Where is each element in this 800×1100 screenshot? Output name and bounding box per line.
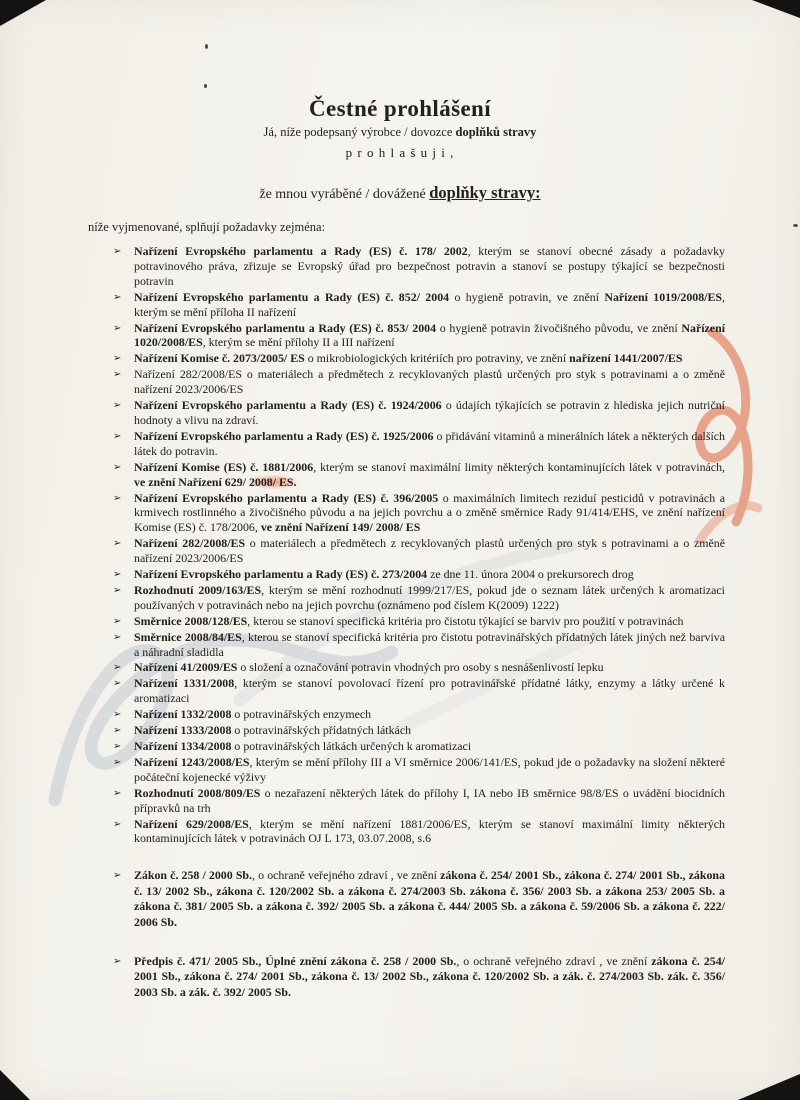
item-text: Nařízení Evropského parlamentu a Rady (ES) č. 1925/2006 o přidávání vitaminů a minerálních látek a některých dalších látek do potravin.	[134, 428, 725, 458]
arrow-bullet-icon: ➢	[113, 678, 122, 690]
item-text: Nařízení 1332/2008 o potravinářských enzymech	[134, 707, 372, 722]
item-text: Nařízení Komise (ES) č. 1881/2006, kterým se stanoví maximální limity některých kontaminujících látek v potravinách, ve znění Nařízení 629/ 2008/ ES.	[134, 459, 725, 489]
list-item	[113, 567, 725, 582]
list-item	[113, 660, 725, 675]
item-text: Nařízení Evropského parlamentu a Rady (ES) č. 273/2004 ze dne 11. února 2004 o prekursorech drog	[134, 567, 634, 582]
item-text: Rozhodnutí 2009/163/ES, kterým se mění rozhodnutí 1999/217/ES, pokud jde o seznam látek určených k aromatizaci používaných v potravinách nebo na jejich povrchu (oznámeno pod číslem K(2009) 1222)	[134, 582, 725, 612]
list-item	[113, 723, 725, 738]
list-item	[113, 786, 725, 816]
list-item	[113, 868, 725, 930]
arrow-bullet-icon: ➢	[113, 662, 122, 674]
item-text: Nařízení 1331/2008, kterým se stanoví povolovací řízení pro potravinářské přídatné látky, enzymy a látky určené k aromatizaci	[134, 676, 725, 706]
arrow-bullet-icon: ➢	[113, 492, 122, 504]
pronounce-line: p r o h l a š u j i ,	[345, 145, 455, 160]
arrow-bullet-icon: ➢	[113, 870, 122, 882]
item-text: Nařízení 1333/2008 o potravinářských přídatných látkách	[134, 723, 412, 738]
law-list	[0, 868, 800, 1000]
item-text: Nařízení 282/2008/ES o materiálech a předmětech z recyklovaných plastů určených pro styk s potravinami a o změně nařízení 2023/2006/ES	[134, 536, 725, 566]
item-text: Nařízení Evropského parlamentu a Rady (ES) č. 1924/2006 o údajích týkajících se potravin z hlediska jejich nutriční hodnoty a vlivu na zdraví.	[134, 398, 725, 427]
arrow-bullet-icon: ➢	[113, 631, 122, 643]
intro-bold-phrase: doplňků stravy	[455, 125, 537, 139]
list-item	[113, 676, 725, 706]
arrow-bullet-icon: ➢	[113, 538, 122, 550]
item-text: Směrnice 2008/128/ES, kterou se stanoví specifická kritéria pro čistotu týkající se barviv pro použití v potravinách	[134, 613, 684, 628]
list-item	[113, 321, 725, 351]
list-item	[113, 954, 725, 1000]
arrow-bullet-icon: ➢	[113, 615, 122, 627]
arrow-bullet-icon: ➢	[113, 787, 122, 799]
item-text: Nařízení 41/2009/ES o složení a označování potravin vhodných pro osoby s nesnášenlivostí lepku	[134, 660, 604, 675]
scan-corner-artifact-bottom-left	[0, 1070, 30, 1100]
list-item	[113, 755, 725, 785]
intro-line	[0, 125, 800, 140]
arrow-bullet-icon: ➢	[113, 291, 122, 303]
list-item	[113, 367, 725, 397]
arrow-bullet-icon: ➢	[113, 369, 122, 381]
item-text: Nařízení Komise č. 2073/2005/ ES o mikrobiologických kritériích pro potraviny, ve znění nařízení 1441/2007/ES	[134, 351, 683, 366]
arrow-bullet-icon: ➢	[113, 709, 122, 721]
list-item	[113, 351, 725, 366]
list-item	[113, 817, 725, 847]
arrow-bullet-icon: ➢	[113, 756, 122, 768]
item-text: Nařízení 282/2008/ES o materiálech a předmětech z recyklovaných plastů určených pro styk s potravinami a o změně nařízení 2023/2006/ES	[134, 367, 725, 397]
arrow-bullet-icon: ➢	[113, 400, 122, 412]
item-text: Zákon č. 258 / 2000 Sb., o ochraně veřejného zdraví , ve znění zákona č. 254/ 2001 Sb., zákona č. 274/ 2001 Sb., zákona č. 13/ 2002 Sb., zákona č. 120/2002 Sb. a zákona č. 274/2003 Sb. zákona č. 356/ 2003 Sb. a zákona 253/ 2005 Sb. a zákona č. 381/ 2005 Sb. a zákona č. 392/ 2005 Sb. a zákona č. 444/ 2005 Sb. a zákona č. 59/2006 Sb. a zákona č. 222/ 2006 Sb.	[134, 868, 725, 929]
arrow-bullet-icon: ➢	[113, 818, 122, 830]
item-text: Směrnice 2008/84/ES, kterou se stanoví specifická kritéria pro čistotu potravinářských přídatných látek jiných než barviva a náhradní sladidla	[134, 629, 725, 659]
declaration-line	[0, 183, 800, 203]
arrow-bullet-icon: ➢	[113, 322, 122, 334]
arrow-bullet-icon: ➢	[113, 725, 122, 737]
item-text: Nařízení 1334/2008 o potravinářských látkách určených k aromatizaci	[134, 739, 472, 753]
item-text: Nařízení Evropského parlamentu a Rady (ES) č. 178/ 2002, kterým se stanoví obecné zásady a požadavky potravinového práva, zřizuje se Evropský úřad pro bezpečnost potravin a stanoví se postupy týkající se bezpečnosti potravin	[134, 244, 725, 288]
scan-speck	[793, 224, 798, 227]
list-item	[113, 429, 725, 459]
arrow-bullet-icon: ➢	[113, 353, 122, 365]
list-item	[113, 244, 725, 289]
list-item	[113, 398, 725, 428]
regulation-list	[0, 244, 800, 846]
list-item	[113, 491, 725, 536]
list-intro: níže vyjmenované, splňují požadavky zejména:	[88, 220, 326, 234]
arrow-bullet-icon: ➢	[113, 741, 122, 752]
list-item	[113, 739, 725, 754]
scan-speck	[204, 84, 207, 88]
scan-corner-artifact-bottom-right	[738, 1074, 800, 1100]
list-item	[113, 460, 725, 490]
item-text: Rozhodnutí 2008/809/ES o nezařazení některých látek do přílohy I, IA nebo IB směrnice 98/8/ES o uvádění biocidních přípravků na trh	[134, 785, 725, 815]
item-text: Předpis č. 471/ 2005 Sb., Úplné znění zákona č. 258 / 2000 Sb., o ochraně veřejného zdraví , ve znění zákona č. 254/ 2001 Sb., zákona č. 274/ 2001 Sb., zákona č. 13/ 2002 Sb., zákona č. 120/2002 Sb. a zák. č. 274/2003 Sb. zák. č. 356/ 2003 Sb. a zák. č. 392/ 2005 Sb.	[134, 953, 725, 999]
item-text: Nařízení Evropského parlamentu a Rady (ES) č. 852/ 2004 o hygieně potravin, ve znění Nařízení 1019/2008/ES, kterým se mění příloha II nařízení	[134, 289, 725, 319]
list-item	[113, 290, 725, 320]
item-text: Nařízení Evropského parlamentu a Rady (ES) č. 396/2005 o maximálních limitech reziduí pesticidů v potravinách a krmivech rostlinného a živočišného původu a na jejich povrchu a o změně směrnice Rady 91/414/EHS, ve znění nařízení Komise (ES) č. 178/2006, ve znění Nařízení 149/ 2008/ ES	[134, 490, 725, 535]
document-header	[0, 0, 800, 203]
arrow-bullet-icon: ➢	[113, 569, 122, 581]
declare-bold-phrase: doplňky stravy:	[429, 183, 541, 202]
list-item	[113, 630, 725, 660]
item-text: Nařízení Evropského parlamentu a Rady (ES) č. 853/ 2004 o hygieně potravin živočišného původu, ve znění Nařízení 1020/2008/ES, kterým se mění přílohy II a III nařízení	[134, 320, 725, 350]
arrow-bullet-icon: ➢	[113, 461, 122, 473]
arrow-bullet-icon: ➢	[113, 430, 122, 442]
arrow-bullet-icon: ➢	[113, 246, 122, 257]
scan-speck	[205, 44, 208, 49]
arrow-bullet-icon: ➢	[113, 955, 122, 967]
intro-prefix: Já, níže podepsaný výrobce / dovozce	[263, 125, 456, 139]
list-item	[113, 583, 725, 613]
list-item	[113, 614, 725, 629]
list-item	[113, 707, 725, 722]
page-title: Čestné prohlášení	[308, 96, 492, 121]
list-item	[113, 536, 725, 566]
item-text: Nařízení 629/2008/ES, kterým se mění nařízení 1881/2006/ES, kterým se stanoví maximální limity některých kontaminujících látek v potravinách OJ L 173, 03.07.2008, s.6	[134, 816, 725, 846]
declare-prefix: že mnou vyráběné / dovážené	[259, 187, 430, 202]
item-text: Nařízení 1243/2008/ES, kterým se mění přílohy III a VI směrnice 2006/141/ES, pokud jde o požadavky na složení některé počáteční kojenecké výživy	[134, 754, 725, 784]
arrow-bullet-icon: ➢	[113, 584, 122, 596]
